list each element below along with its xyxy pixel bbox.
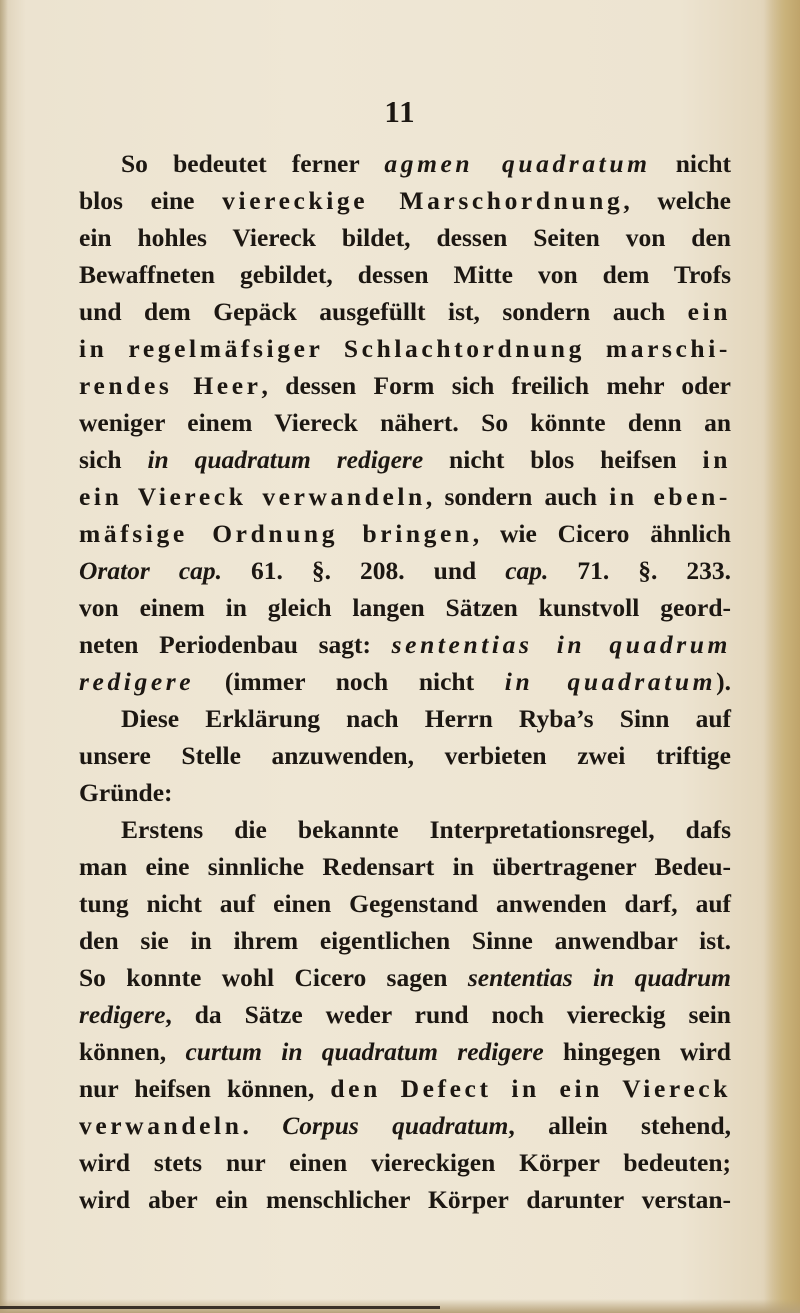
- emphasized-text-run: cap.: [505, 556, 549, 585]
- text-line: [79, 404, 731, 441]
- text-line: [79, 293, 731, 330]
- text-line: [79, 256, 731, 293]
- text-run: , welche: [623, 186, 731, 215]
- text-run: Erstens die bekannte Interpretationsregel, dafs: [121, 815, 731, 844]
- text-run: Gründe:: [79, 778, 173, 807]
- text-run: nicht blos heifsen: [423, 445, 703, 474]
- text-run: So bedeutet ferner: [121, 149, 385, 178]
- text-line: [79, 330, 731, 367]
- text-line: [79, 441, 731, 478]
- emphasized-text-run: in regelmäfsiger Schlachtordnung marschi-: [79, 334, 731, 363]
- emphasized-text-run: rendes Heer: [79, 371, 262, 400]
- text-run: neten Periodenbau sagt:: [79, 630, 392, 659]
- emphasized-text-run: sententias in quadrum: [467, 963, 731, 992]
- text-line: [79, 811, 731, 848]
- text-run: Bewaffneten gebildet, dessen Mitte von dem Trofs: [79, 260, 731, 289]
- emphasized-text-run: in eben-: [609, 482, 731, 511]
- emphasized-text-run: in quadratum: [504, 667, 717, 696]
- text-line: [79, 737, 731, 774]
- emphasized-text-run: Corpus quadratum: [282, 1111, 509, 1140]
- text-run: (immer noch nicht: [194, 667, 505, 696]
- text-line: [79, 848, 731, 885]
- text-run: nur heifsen können,: [79, 1074, 331, 1103]
- emphasized-text-run: ein: [687, 297, 731, 326]
- text-run: blos eine: [79, 186, 223, 215]
- emphasized-text-run: ein Viereck verwandeln: [79, 482, 426, 511]
- emphasized-text-run: agmen quadratum: [384, 149, 651, 178]
- text-run: sich: [79, 445, 148, 474]
- text-line: [79, 700, 731, 737]
- page-edge-left: [0, 0, 8, 1313]
- page-bottom-rule: [0, 1306, 440, 1309]
- text-run: weniger einem Viereck nähert. So könnte denn an: [79, 408, 731, 437]
- emphasized-text-run: in: [702, 445, 731, 474]
- text-line: [79, 1070, 731, 1107]
- text-line: [79, 626, 731, 663]
- emphasized-text-run: mäfsige Ordnung bringen: [79, 519, 473, 548]
- emphasized-text-run: curtum in quadratum redigere: [185, 1037, 544, 1066]
- text-line: [79, 885, 731, 922]
- text-run: wird aber ein menschlicher Körper darunter verstan-: [79, 1185, 731, 1214]
- text-run: ein hohles Viereck bildet, dessen Seiten von den: [79, 223, 731, 252]
- text-run: man eine sinnliche Redensart in übertragener Bedeu-: [79, 852, 731, 881]
- text-run: , sondern auch: [425, 482, 610, 511]
- emphasized-text-run: in quadratum redigere: [147, 445, 424, 474]
- text-line: [79, 145, 731, 182]
- text-run: , allein stehend,: [508, 1111, 731, 1140]
- text-run: , wie Cicero ähnlich: [472, 519, 731, 548]
- emphasized-text-run: Orator cap.: [79, 556, 223, 585]
- text-line: [79, 1107, 731, 1144]
- text-run: ).: [716, 667, 731, 696]
- text-line: [79, 589, 731, 626]
- page-number: 11: [384, 94, 416, 129]
- text-run: den sie in ihrem eigentlichen Sinne anwendbar ist.: [79, 926, 731, 955]
- text-run: 71. §. 233.: [548, 556, 732, 585]
- body-text: [79, 145, 731, 1218]
- text-line: [79, 367, 731, 404]
- text-line: [79, 515, 731, 552]
- text-line: [79, 1181, 731, 1218]
- text-line: [79, 478, 731, 515]
- emphasized-text-run: redigere: [79, 1000, 166, 1029]
- emphasized-text-run: redigere: [79, 667, 195, 696]
- text-run: 61. §. 208. und: [222, 556, 506, 585]
- emphasized-text-run: verwandeln: [79, 1111, 243, 1140]
- text-line: [79, 1033, 731, 1070]
- text-run: hingegen wird: [543, 1037, 731, 1066]
- text-run: wird stets nur einen viereckigen Körper bedeuten;: [79, 1148, 731, 1177]
- emphasized-text-run: sententias in quadrum: [391, 630, 731, 659]
- text-run: , dessen Form sich freilich mehr oder: [261, 371, 731, 400]
- text-line: [79, 219, 731, 256]
- text-run: So konnte wohl Cicero sagen: [79, 963, 468, 992]
- text-run: tung nicht auf einen Gegenstand anwenden darf, auf: [79, 889, 731, 918]
- text-line: [79, 552, 731, 589]
- text-run: , da Sätze weder rund noch viereckig sein: [165, 1000, 731, 1029]
- text-run: unsere Stelle anzuwenden, verbieten zwei triftige: [79, 741, 731, 770]
- text-run: .: [242, 1111, 283, 1140]
- emphasized-text-run: den Defect in ein Viereck: [330, 1074, 731, 1103]
- text-run: können,: [79, 1037, 186, 1066]
- text-line: [79, 182, 731, 219]
- text-run: von einem in gleich langen Sätzen kunstvoll geord-: [79, 593, 731, 622]
- text-line: [79, 959, 731, 996]
- text-run: Diese Erklärung nach Herrn Ryba’s Sinn auf: [121, 704, 731, 733]
- page-edge-right: [764, 0, 800, 1313]
- text-line: [79, 922, 731, 959]
- text-line: [79, 663, 731, 700]
- text-line: [79, 774, 731, 811]
- text-run: nicht: [650, 149, 731, 178]
- text-line: [79, 1144, 731, 1181]
- text-run: und dem Gepäck ausgefüllt ist, sondern auch: [79, 297, 688, 326]
- text-line: [79, 996, 731, 1033]
- emphasized-text-run: viereckige Marschordnung: [222, 186, 624, 215]
